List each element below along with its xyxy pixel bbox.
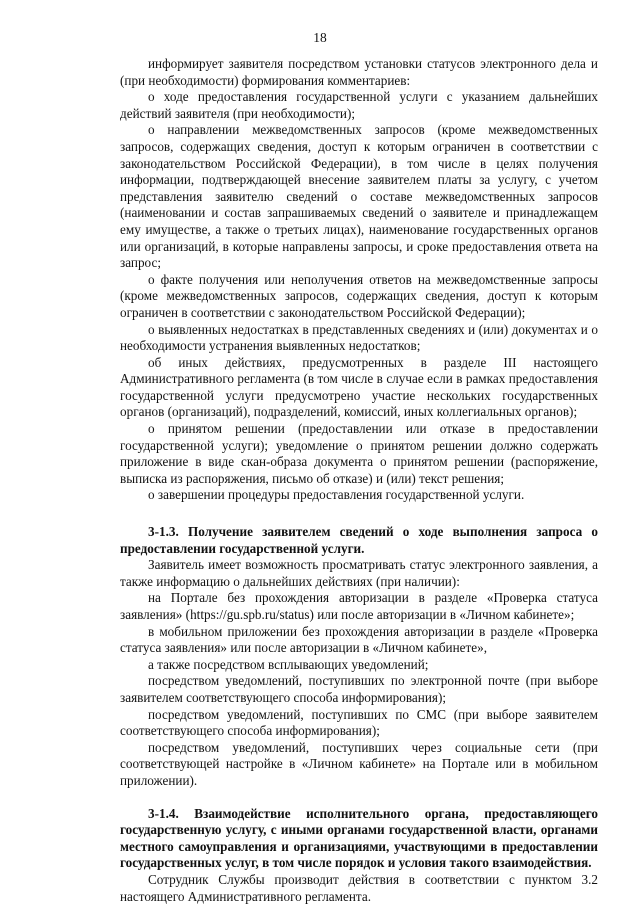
paragraph: посредством уведомлений, поступивших по СМС (при выборе заявителем соответствующего способа информирования);: [120, 706, 598, 739]
paragraph: информирует заявителя посредством установки статусов электронного дела и (при необходимости) формирования комментариев:: [120, 56, 598, 88]
section-heading-3-1-3: 3-1.3. Получение заявителем сведений о ходе выполнения запроса о предоставлении государственной услуги.: [120, 524, 598, 556]
paragraph: о завершении процедуры предоставления государственной услуги.: [148, 487, 525, 503]
page-number: 18: [313, 30, 327, 45]
paragraph: в мобильном приложении без прохождения авторизации в разделе «Проверка статуса заявления» или после авторизации в «Личном кабинете»,: [120, 623, 598, 656]
paragraph: посредством уведомлений, поступивших через социальные сети (при соответствующей настройке в «Личном кабинете» на Портале или в мобильном приложении).: [120, 739, 598, 788]
page-body: [120, 56, 598, 905]
paragraph: о направлении межведомственных запросов (кроме межведомственных запросов, содержащих сведения, доступ к которым ограничен в соответствии с законодательством Российской Федерации), в том числе в целях получения информации, подтверждающей внесение заявителем платы за услугу, с учетом представления заявителю сведений о составе межведомственных запросов (наименовании и состав запрашиваемых сведений о заявителе и принадлежащем ему имуществе, а также о третьих лицах), наименование государственных органов или организаций, в которые направлены запросы, и сроке предоставления ответа на запрос;: [120, 122, 598, 271]
paragraph: о факте получения или неполучения ответов на межведомственные запросы (кроме межведомственных запросов, содержащих сведения, доступ к которым ограничен в соответствии с законодательством Российской Федерации);: [120, 271, 598, 320]
paragraph: а также посредством всплывающих уведомлений;: [148, 656, 429, 672]
paragraph: об иных действиях, предусмотренных в разделе III настоящего Административного регламента (в том числе в случае если в рамках предоставления государственной услуги предусмотрено участие нескольких государственных органов (организаций), подразделений, комиссий, иных коллегиальных органов);: [120, 354, 598, 420]
paragraph: Сотрудник Службы производит действия в соответствии с пунктом 3.2 настоящего Административного регламента.: [120, 871, 598, 904]
paragraph: на Портале без прохождения авторизации в разделе «Проверка статуса заявления» (https://gu.spb.ru/status) или после авторизации в «Личном кабинете»;: [120, 590, 598, 622]
section-heading-3-1-4: 3-1.4. Взаимодействие исполнительного органа, предоставляющего государственную услугу, с иными органами государственной власти, органами местного самоуправления и организациями, участвующими в предоставлении государственных услуг, в том числе порядок и условия такого взаимодействия.: [120, 805, 598, 871]
paragraph: о принятом решении (предоставлении или отказе в предоставлении государственной услуги); уведомление о принятом решении должно содержать приложение в виде скан-образа документа о принятом решении (распоряжение, выписка из распоряжения, письмо об отказе) и (или) текст решения;: [120, 421, 598, 486]
section-spacer: [120, 504, 598, 524]
paragraph: Заявитель имеет возможность просматривать статус электронного заявления, а также информацию о дальнейших действиях (при наличии):: [120, 557, 598, 589]
paragraph: о ходе предоставления государственной услуги с указанием дальнейших действий заявителя (при необходимости);: [120, 89, 598, 121]
paragraph: о выявленных недостатках в представленных сведениях и (или) документах и о необходимости устранения выявленных недостатков;: [120, 321, 598, 354]
paragraph: посредством уведомлений, поступивших по электронной почте (при выборе заявителем соответствующего способа информирования);: [120, 673, 598, 705]
section-spacer: [120, 790, 598, 806]
